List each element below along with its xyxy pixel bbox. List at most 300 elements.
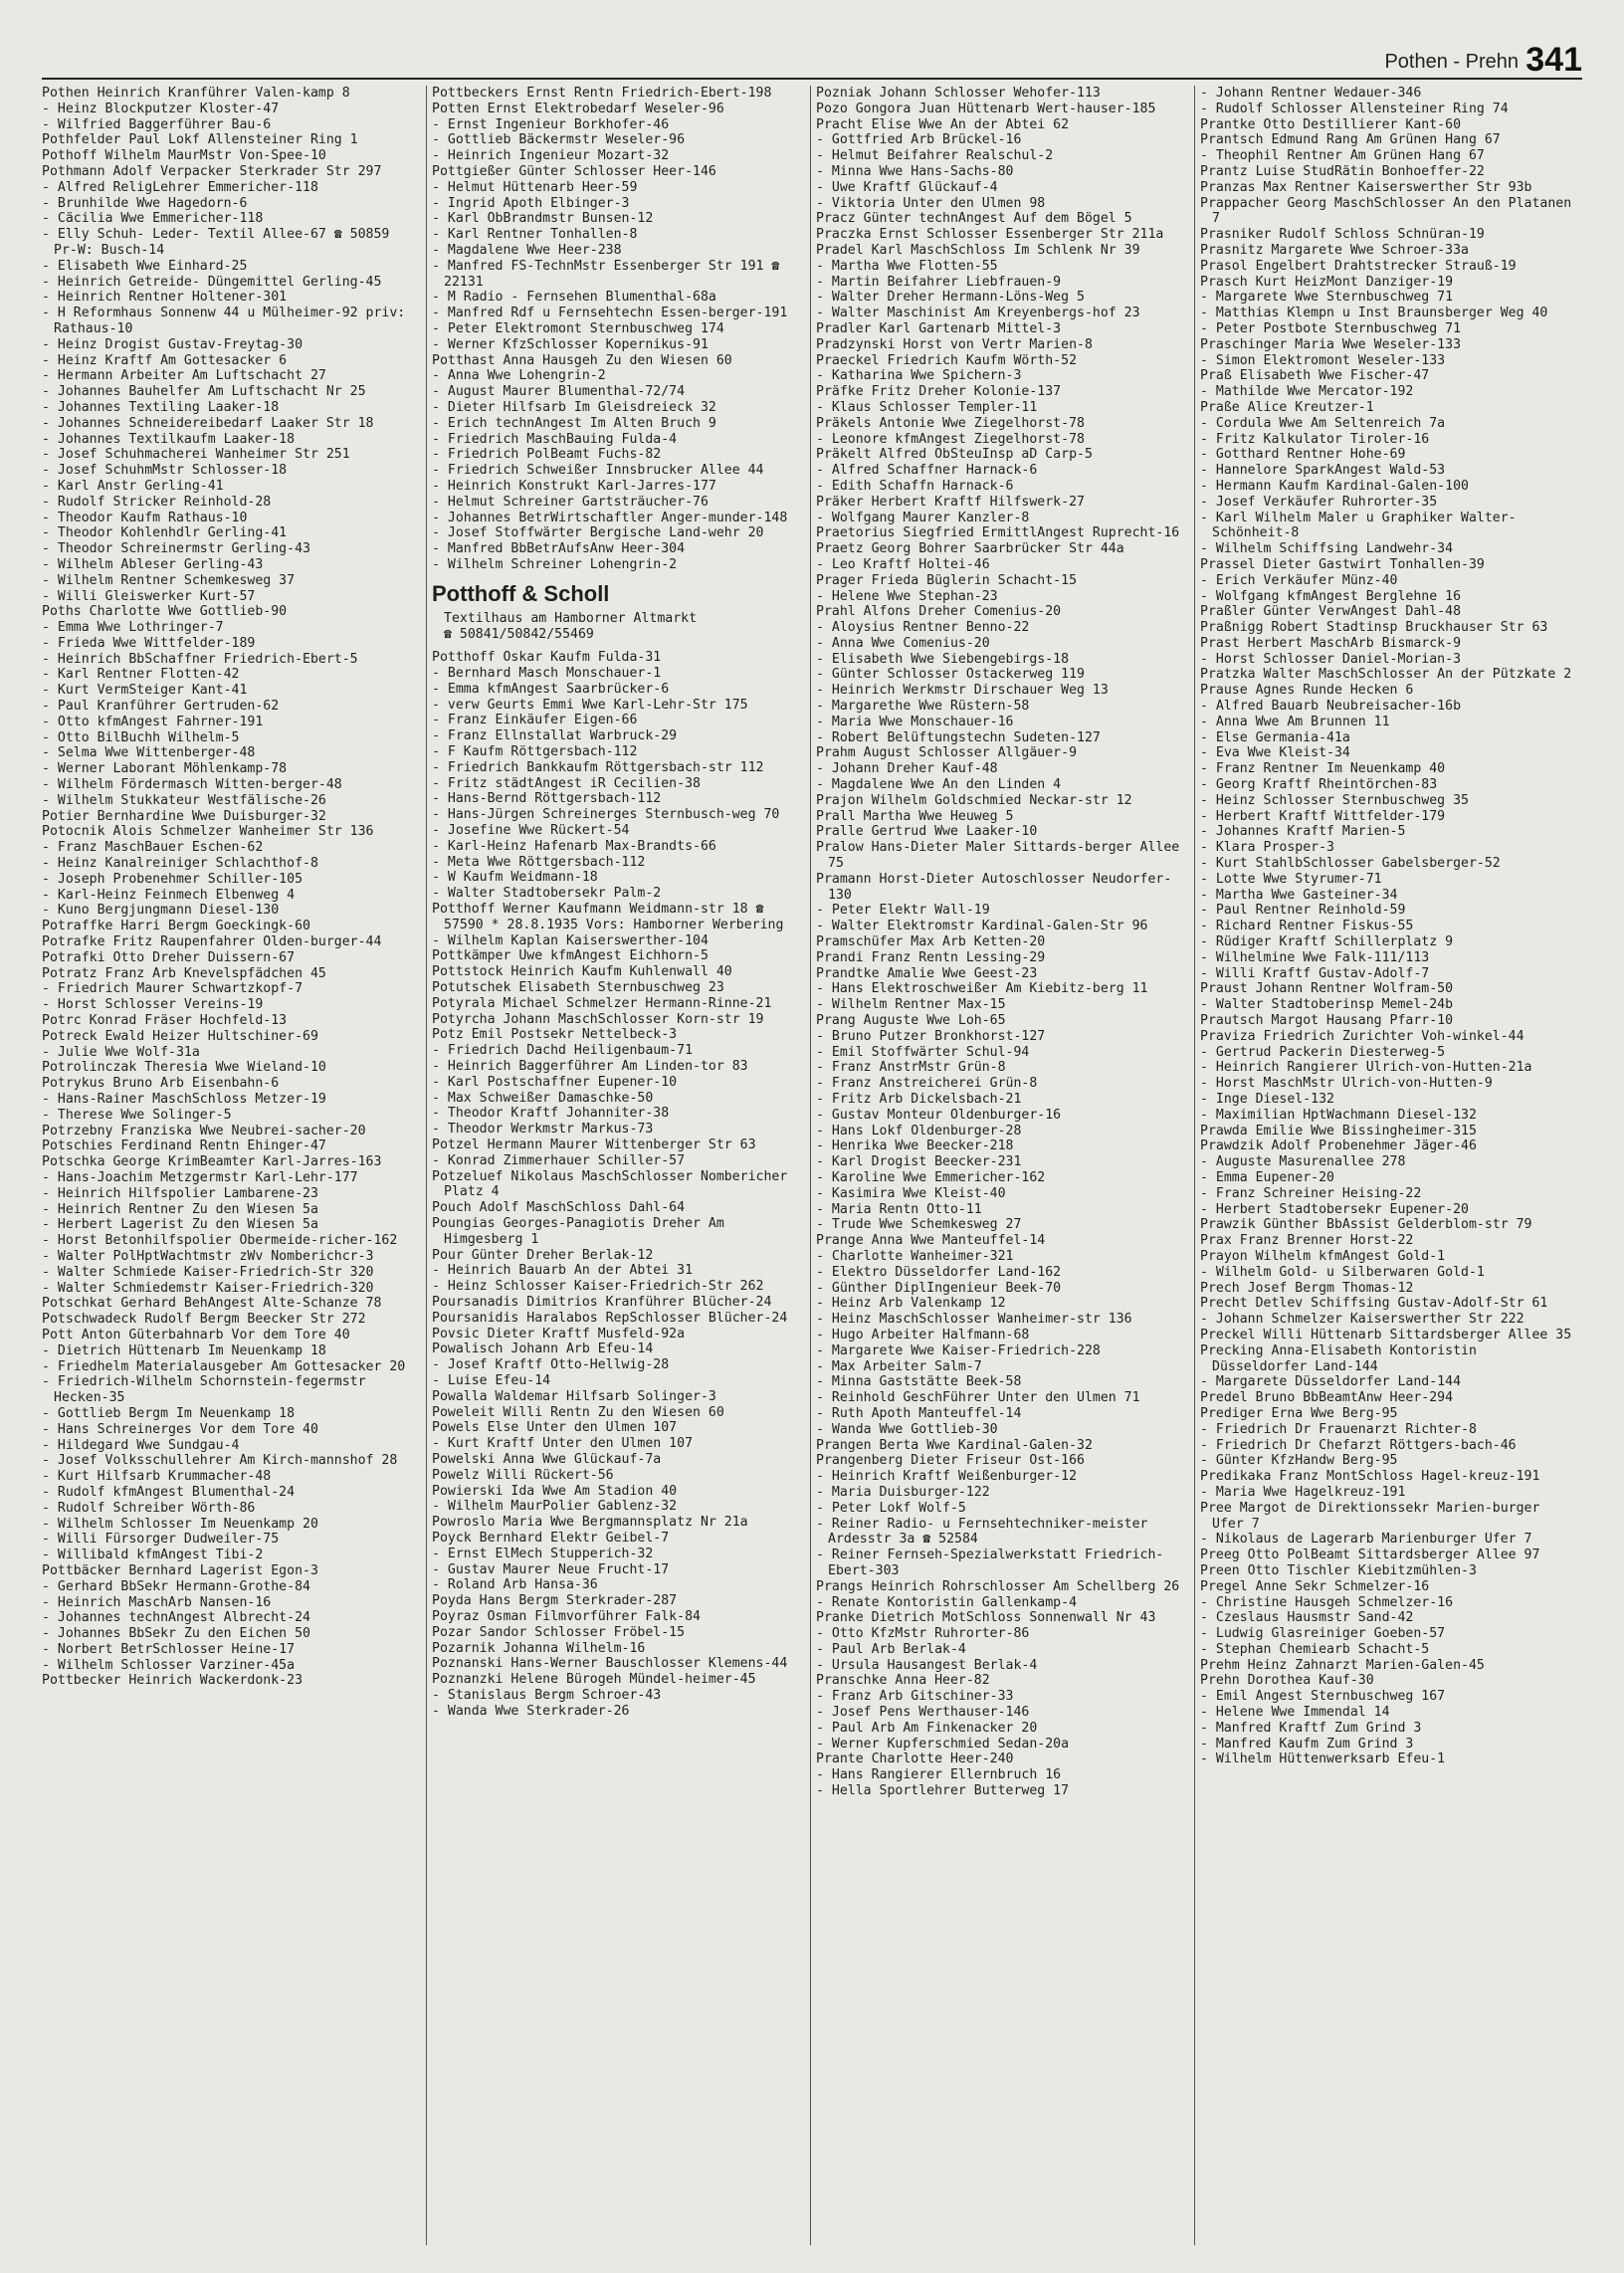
directory-entry: - Manfred Kaufm Zum Grind 3	[1200, 1736, 1414, 1752]
directory-entry: - Karl Drogist Beecker-231	[816, 1154, 1022, 1170]
directory-entry: Praße Alice Kreutzer-1	[1200, 399, 1374, 415]
directory-entry: Prappacher Georg MaschSchlosser An den Platanen 7	[1200, 195, 1572, 227]
directory-entry: Pozarnik Johanna Wilhelm-16	[432, 1640, 646, 1656]
directory-entry: Prangen Berta Wwe Kardinal-Galen-32	[816, 1437, 1093, 1453]
directory-entry: - Martha Wwe Flotten-55	[816, 258, 998, 274]
directory-entry: - Aloysius Rentner Benno-22	[816, 620, 1030, 636]
directory-entry: Potrzebny Franziska Wwe Neubrei-sacher-20	[42, 1123, 366, 1138]
business-listing-line: ☎ 50841/50842/55469	[444, 626, 594, 642]
directory-entry: - Josefine Wwe Rückert-54	[432, 823, 630, 839]
directory-entry: - Heinrich Rangierer Ulrich-von-Hutten-21a	[1200, 1060, 1532, 1076]
directory-entry: - Lotte Wwe Styrumer-71	[1200, 871, 1382, 887]
directory-entry: - Trude Wwe Schemkesweg 27	[816, 1217, 1022, 1233]
directory-entry: - Walter Elektromstr Kardinal-Galen-Str 96	[816, 919, 1148, 934]
directory-entry: - Horst Betonhilfspolier Obermeide-richer-162	[42, 1233, 398, 1249]
directory-entry: - Czeslaus Hausmstr Sand-42	[1200, 1610, 1414, 1626]
directory-entry: - Kasimira Wwe Kleist-40	[816, 1185, 1006, 1201]
directory-entry: - Wolfgang kfmAngest Berglehne 16	[1200, 588, 1462, 604]
directory-entry: - Mathilde Wwe Mercator-192	[1200, 384, 1414, 400]
column-divider	[426, 86, 427, 2245]
directory-entry: - Alfred Bauarb Neubreisacher-16b	[1200, 699, 1462, 715]
directory-entry: Powels Else Unter den Ulmen 107	[432, 1420, 678, 1436]
directory-entry: - Heinrich Baggerführer Am Linden-tor 83	[432, 1059, 748, 1075]
directory-entry: - Renate Kontoristin Gallenkamp-4	[816, 1594, 1078, 1610]
directory-entry: Potier Bernhardine Wwe Duisburger-32	[42, 808, 326, 824]
directory-entry: - Willibald kfmAngest Tibi-2	[42, 1548, 264, 1563]
directory-entry: - Leonore kfmAngest Ziegelhorst-78	[816, 431, 1085, 447]
directory-entry: Powalisch Johann Arb Efeu-14	[432, 1342, 654, 1357]
directory-entry: - Reiner Fernseh-Spezialwerkstatt Friedrich-Ebert-303	[816, 1548, 1164, 1578]
directory-entry: - Therese Wwe Solinger-5	[42, 1107, 232, 1123]
directory-entry: - Wilhelm Fördermasch Witten-berger-48	[42, 777, 342, 793]
directory-entry: Povsic Dieter Kraftf Musfeld-92a	[432, 1326, 686, 1342]
directory-entry: - Hans Schreinerges Vor dem Tore 40	[42, 1421, 318, 1437]
directory-entry: - Hermann Arbeiter Am Luftschacht 27	[42, 368, 326, 384]
directory-entry: - Heinrich MaschArb Nansen-16	[42, 1594, 272, 1610]
directory-entry: - Hans Lokf Oldenburger-28	[816, 1123, 1022, 1138]
directory-entry: - Ursula Hausangest Berlak-4	[816, 1657, 1038, 1673]
directory-entry: - Anna Wwe Comenius-20	[816, 635, 990, 651]
directory-entry: Prandtke Amalie Wwe Geest-23	[816, 965, 1038, 981]
directory-entry: - Kurt Hilfsarb Krummacher-48	[42, 1469, 272, 1485]
directory-entry: - Heinrich Ingenieur Mozart-32	[432, 148, 670, 164]
directory-entry: Potschkat Gerhard BehAngest Alte-Schanze 78	[42, 1296, 382, 1312]
directory-entry: - Alfred ReligLehrer Emmericher-118	[42, 179, 318, 195]
directory-entry: - Wanda Wwe Sterkrader-26	[432, 1703, 630, 1719]
column-3	[816, 86, 1188, 2255]
directory-entry: Pralow Hans-Dieter Maler Sittards-berger Allee 75	[816, 840, 1180, 872]
directory-entry: Potzeluef Nikolaus MaschSchlosser Nombericher Platz 4	[432, 1168, 788, 1200]
directory-entry: Praßler Günter VerwAngest Dahl-48	[1200, 604, 1462, 620]
directory-entry: - Johann Schmelzer Kaiserswerther Str 222	[1200, 1312, 1524, 1328]
directory-entry: Praviza Friedrich Zurichter Voh-winkel-44	[1200, 1028, 1524, 1044]
directory-entry: - Theodor Kaufm Rathaus-10	[42, 510, 248, 525]
directory-entry: - Selma Wwe Wittenberger-48	[42, 745, 256, 761]
directory-entry: - H Reformhaus Sonnenw 44 u Mülheimer-92 priv: Rathaus-10	[42, 306, 406, 336]
directory-entry: Pottgießer Günter Schlosser Heer-146	[432, 163, 716, 179]
directory-entry: Prautsch Margot Hausang Pfarr-10	[1200, 1013, 1454, 1029]
directory-entry: - Roland Arb Hansa-36	[432, 1577, 598, 1593]
directory-entry: Potratz Franz Arb Knevelspfädchen 45	[42, 965, 326, 981]
directory-entry: - Elly Schuh- Leder- Textil Allee-67 ☎ 50859 Pr-W: Busch-14	[42, 227, 390, 258]
directory-entry: - Willi Kraftf Gustav-Adolf-7	[1200, 965, 1430, 981]
directory-entry: - Johannes Schneidereibedarf Laaker Str 18	[42, 415, 374, 431]
directory-entry: - Uwe Kraftf Glückauf-4	[816, 179, 998, 195]
directory-entry: - Horst MaschMstr Ulrich-von-Hutten-9	[1200, 1076, 1493, 1092]
directory-entry: - Meta Wwe Röttgersbach-112	[432, 854, 646, 870]
directory-entry: Poznanzki Helene Bürogeh Mündel-heimer-45	[432, 1672, 756, 1688]
directory-entry: - Heinrich Kraftf Weißenburger-12	[816, 1469, 1078, 1485]
directory-entry: Potthoff Oskar Kaufm Fulda-31	[432, 650, 662, 666]
directory-entry: Potutschek Elisabeth Sternbuschweg 23	[432, 980, 724, 996]
directory-entry: Praßnigg Robert Stadtinsp Bruckhauser Str 63	[1200, 620, 1548, 636]
directory-entry: - Wilhelm Schlosser Im Neuenkamp 20	[42, 1516, 318, 1532]
directory-entry: - Friedrich Dr Frauenarzt Richter-8	[1200, 1421, 1477, 1437]
directory-entry: - Kurt VermSteiger Kant-41	[42, 683, 248, 699]
directory-entry: - Katharina Wwe Spichern-3	[816, 368, 1022, 384]
directory-entry: - Franz Arb Gitschiner-33	[816, 1689, 1014, 1705]
directory-entry: - Heinz Drogist Gustav-Freytag-30	[42, 336, 304, 352]
directory-entry: - Wilhelmine Wwe Falk-111/113	[1200, 949, 1430, 965]
directory-entry: - W Kaufm Weidmann-18	[432, 870, 598, 886]
directory-entry: - Hildegard Wwe Sundgau-4	[42, 1437, 240, 1453]
directory-entry: - Josef Kraftf Otto-Hellwig-28	[432, 1357, 670, 1373]
directory-entry: - Magdalene Wwe An den Linden 4	[816, 777, 1062, 793]
directory-entry: - Paul Rentner Reinhold-59	[1200, 903, 1406, 919]
directory-entry: - Friedrich Dr Chefarzt Röttgers-bach-46	[1200, 1437, 1517, 1453]
directory-entry: - Frieda Wwe Wittfelder-189	[42, 635, 256, 651]
directory-entry: - Maria Wwe Hagelkreuz-191	[1200, 1484, 1406, 1500]
spacer	[432, 642, 804, 650]
directory-entry: - Paul Kranführer Gertruden-62	[42, 699, 280, 715]
directory-entry: - Gottlieb Bäckermstr Weseler-96	[432, 132, 686, 148]
directory-entry: Pott Anton Güterbahnarb Vor dem Tore 40	[42, 1327, 350, 1343]
directory-entry: - Heinrich Hilfspolier Lambarene-23	[42, 1185, 318, 1201]
directory-entry: Prast Herbert MaschArb Bismarck-9	[1200, 635, 1462, 651]
directory-entry: - Inge Diesel-132	[1200, 1092, 1334, 1107]
directory-entry: Pottbecker Heinrich Wackerdonk-23	[42, 1673, 304, 1689]
directory-entry: - Margarete Wwe Kaiser-Friedrich-228	[816, 1343, 1101, 1358]
directory-entry: - Josef SchuhmMstr Schlosser-18	[42, 463, 288, 479]
directory-entry: - Hans-Bernd Röttgersbach-112	[432, 791, 662, 807]
directory-entry: - Auguste Masurenallee 278	[1200, 1154, 1406, 1170]
directory-entry: - Richard Rentner Fiskus-55	[1200, 919, 1414, 934]
directory-entry: - Peter Postbote Sternbuschweg 71	[1200, 320, 1462, 336]
directory-entry: Pozar Sandor Schlosser Fröbel-15	[432, 1624, 686, 1640]
directory-entry: - Bernhard Masch Monschauer-1	[432, 666, 662, 682]
directory-entry: - Johannes Bauhelfer Am Luftschacht Nr 25	[42, 384, 366, 400]
directory-entry: - Maria Rentn Otto-11	[816, 1201, 982, 1217]
directory-entry: - Heinrich Rentner Holtener-301	[42, 290, 288, 306]
directory-entry: - Walter Schmiedemstr Kaiser-Friedrich-320	[42, 1280, 374, 1296]
directory-entry: Pree Margot de Direktionssekr Marien-burger Ufer 7	[1200, 1500, 1540, 1532]
directory-entry: - Ruth Apoth Manteuffel-14	[816, 1405, 1022, 1421]
directory-entry: Pothmann Adolf Verpacker Sterkrader Str 297	[42, 163, 382, 179]
directory-entry: - Erich Verkäufer Münz-40	[1200, 572, 1398, 588]
directory-entry: - Karl Postschaffner Eupener-10	[432, 1074, 678, 1090]
directory-entry: - Erich technAngest Im Alten Bruch 9	[432, 415, 716, 431]
directory-entry: Potrc Konrad Fräser Hochfeld-13	[42, 1013, 288, 1029]
directory-entry: - Gottfried Arb Brückel-16	[816, 132, 1022, 148]
directory-entry: - Maria Wwe Monschauer-16	[816, 714, 1014, 729]
directory-entry: - Alfred Schaffner Harnack-6	[816, 463, 1038, 479]
directory-entry: Preckel Willi Hüttenarb Sittardsberger Allee 35	[1200, 1327, 1572, 1343]
directory-entry: - Theodor Schreinermstr Gerling-43	[42, 541, 310, 557]
directory-entry: - Rudolf Schreiber Wörth-86	[42, 1500, 256, 1516]
directory-entry: - Wilhelm Kaplan Kaiserswerther-104	[432, 932, 709, 948]
directory-entry: - Franz Einkäufer Eigen-66	[432, 713, 638, 728]
directory-entry: - Theodor Werkmstr Markus-73	[432, 1122, 654, 1137]
directory-entry: - Heinz Blockputzer Kloster-47	[42, 101, 280, 116]
directory-entry: Potthast Anna Hausgeh Zu den Wiesen 60	[432, 352, 732, 368]
directory-entry: - Friedrich Bankkaufm Röttgersbach-str 112	[432, 759, 764, 775]
directory-entry: - Friedrich-Wilhelm Schornstein-fegermstr Hecken-35	[42, 1374, 366, 1406]
directory-entry: Präfke Fritz Dreher Kolonie-137	[816, 384, 1062, 400]
directory-entry: - Günter Schlosser Ostackerweg 119	[816, 667, 1085, 683]
directory-entry: Pozo Gongora Juan Hüttenarb Wert-hauser-185	[816, 101, 1156, 116]
directory-entry: - Otto kfmAngest Fahrner-191	[42, 714, 264, 729]
directory-entry: - Viktoria Unter den Ulmen 98	[816, 195, 1046, 211]
directory-entry: - Johannes technAngest Albrecht-24	[42, 1610, 310, 1626]
directory-entry: - Karl Rentner Flotten-42	[42, 667, 240, 683]
directory-entry: - Heinrich Werkmstr Dirschauer Weg 13	[816, 683, 1109, 699]
directory-entry: - Maximilian HptWachmann Diesel-132	[1200, 1107, 1477, 1123]
directory-entry: - Wilhelm Gold- u Silberwaren Gold-1	[1200, 1264, 1485, 1280]
directory-entry: - Wanda Wwe Gottlieb-30	[816, 1421, 998, 1437]
directory-entry: - Hans Elektroschweißer Am Kiebitz-berg 11	[816, 981, 1148, 997]
directory-entry: - Matthias Klempn u Inst Braunsberger Weg 40	[1200, 306, 1548, 321]
directory-entry: - Werner Kupferschmied Sedan-20a	[816, 1736, 1070, 1752]
directory-entry: - Dieter Hilfsarb Im Gleisdreieck 32	[432, 399, 716, 415]
directory-entry: Poznanski Hans-Werner Bauschlosser Klemens-44	[432, 1656, 788, 1672]
directory-entry: Prange Anna Wwe Manteuffel-14	[816, 1233, 1046, 1249]
directory-entry: Pothoff Wilhelm MaurMstr Von-Spee-10	[42, 148, 326, 164]
directory-entry: Prasch Kurt HeizMont Danziger-19	[1200, 274, 1454, 290]
directory-entry: - Josef Schuhmacherei Wanheimer Str 251	[42, 447, 350, 463]
directory-entry: - Josef Stoffwärter Bergische Land-wehr 20	[432, 525, 764, 541]
directory-entry: - Gustav Monteur Oldenburger-16	[816, 1107, 1062, 1123]
directory-entry: Prahm August Schlosser Allgäuer-9	[816, 745, 1078, 761]
directory-entry: - verw Geurts Emmi Wwe Karl-Lehr-Str 175	[432, 697, 748, 713]
directory-entry: - Wilhelm Schiffsing Landwehr-34	[1200, 541, 1454, 557]
directory-entry: Prediger Erna Wwe Berg-95	[1200, 1405, 1398, 1421]
directory-entry: - Klara Prosper-3	[1200, 840, 1334, 856]
directory-entry: - Margarete Düsseldorfer Land-144	[1200, 1374, 1462, 1390]
directory-entry: - Franz Anstreicherei Grün-8	[816, 1076, 1038, 1092]
directory-entry: - Karl Wilhelm Maler u Graphiker Walter-Schönheit-8	[1200, 510, 1517, 541]
directory-entry: - Gertrud Packerin Diesterweg-5	[1200, 1044, 1446, 1060]
directory-entry: - Gotthard Rentner Hohe-69	[1200, 447, 1406, 463]
directory-entry: - Eva Wwe Kleist-34	[1200, 745, 1350, 761]
directory-entry: Pozniak Johann Schlosser Wehofer-113	[816, 86, 1101, 101]
directory-entry: - Max Arbeiter Salm-7	[816, 1358, 982, 1374]
directory-entry: Potthoff Werner Kaufmann Weidmann-str 18 ☎ 57590 * 28.8.1935 Vors: Hamborner Werbering	[432, 902, 784, 932]
directory-entry: - Rüdiger Kraftf Schillerplatz 9	[1200, 934, 1454, 950]
directory-entry: - Heinz Kraftf Am Gottesacker 6	[42, 352, 288, 368]
directory-entry: - Hans Rangierer Ellernbruch 16	[816, 1767, 1062, 1783]
directory-entry: Potrolinczak Theresia Wwe Wieland-10	[42, 1060, 326, 1076]
directory-entry: - Kuno Bergjungmann Diesel-130	[42, 903, 280, 919]
directory-entry: - Christine Hausgeh Schmelzer-16	[1200, 1594, 1454, 1610]
directory-entry: - Georg Kraftf Rheintörchen-83	[1200, 777, 1438, 793]
directory-entry: Precht Detlev Schiffsing Gustav-Adolf-Str 61	[1200, 1296, 1548, 1312]
directory-entry: - Hella Sportlehrer Butterweg 17	[816, 1783, 1070, 1799]
directory-columns	[42, 86, 1582, 2255]
directory-entry: Poyck Bernhard Elektr Geibel-7	[432, 1530, 670, 1546]
directory-entry: - Franz Ellnstallat Warbruck-29	[432, 728, 678, 744]
directory-entry: Poursanadis Dimitrios Kranführer Blücher-24	[432, 1294, 772, 1310]
directory-entry: Prawdzik Adolf Probenehmer Jäger-46	[1200, 1138, 1477, 1154]
directory-entry: - Werner KfzSchlosser Kopernikus-91	[432, 336, 709, 352]
directory-entry: - Peter Elektr Wall-19	[816, 903, 990, 919]
directory-entry: - Heinz Schlosser Kaiser-Friedrich-Str 262	[432, 1279, 764, 1295]
directory-entry: - Willi Gleiswerker Kurt-57	[42, 588, 256, 604]
directory-entry: - Reiner Radio- u Fernsehtechniker-meister Ardesstr 3a ☎ 52584	[816, 1516, 1148, 1548]
directory-entry: - Elisabeth Wwe Einhard-25	[42, 258, 248, 274]
directory-entry: Prayon Wilhelm kfmAngest Gold-1	[1200, 1248, 1446, 1264]
directory-entry: Pranke Dietrich MotSchloss Sonnenwall Nr 43	[816, 1610, 1156, 1626]
directory-entry: Poyraz Osman Filmvorführer Falk-84	[432, 1608, 701, 1624]
directory-entry: - Wilfried Baggerführer Bau-6	[42, 116, 272, 132]
directory-entry: Potschka George KrimBeamter Karl-Jarres-163	[42, 1154, 382, 1170]
directory-entry: - Johannes Textiling Laaker-18	[42, 399, 280, 415]
directory-entry: - Klaus Schlosser Templer-11	[816, 399, 1038, 415]
directory-entry: - Rudolf Stricker Reinhold-28	[42, 494, 272, 510]
directory-entry: - Emma Eupener-20	[1200, 1169, 1334, 1185]
directory-entry: - Minna Gaststätte Beek-58	[816, 1374, 1022, 1390]
directory-entry: Pour Günter Dreher Berlak-12	[432, 1247, 654, 1263]
business-listing-line: Textilhaus am Hamborner Altmarkt	[444, 610, 698, 626]
directory-entry: - Simon Elektromont Weseler-133	[1200, 352, 1446, 368]
directory-entry: - Wilhelm Stukkateur Westfälische-26	[42, 792, 326, 808]
directory-entry: - Heinrich BbSchaffner Friedrich-Ebert-5	[42, 651, 358, 667]
directory-entry: - Herbert Lagerist Zu den Wiesen 5a	[42, 1217, 318, 1233]
directory-entry: - Franz Rentner Im Neuenkamp 40	[1200, 761, 1446, 777]
column-2	[432, 86, 804, 2255]
directory-entry: - Franz Schreiner Heising-22	[1200, 1185, 1422, 1201]
directory-entry: Praeckel Friedrich Kaufm Wörth-52	[816, 352, 1078, 368]
directory-entry: - Dietrich Hüttenarb Im Neuenkamp 18	[42, 1343, 326, 1358]
directory-entry: - Otto BilBuchh Wilhelm-5	[42, 729, 240, 745]
directory-entry: - Ernst ElMech Stupperich-32	[432, 1546, 654, 1561]
directory-entry: Predikaka Franz MontSchloss Hagel-kreuz-191	[1200, 1469, 1540, 1485]
directory-entry: - Friedrich MaschBauing Fulda-4	[432, 431, 678, 447]
directory-entry: - Günter KfzHandw Berg-95	[1200, 1453, 1398, 1469]
directory-entry: - Hans-Joachim Metzgermstr Karl-Lehr-177	[42, 1169, 358, 1185]
directory-entry: Praetz Georg Bohrer Saarbrücker Str 44a	[816, 541, 1124, 557]
directory-entry: - Henrika Wwe Beecker-218	[816, 1138, 1014, 1154]
directory-entry: Preeg Otto PolBeamt Sittardsberger Allee 97	[1200, 1548, 1540, 1563]
directory-entry: - Julie Wwe Wolf-31a	[42, 1044, 200, 1060]
directory-entry: - Johannes Textilkaufm Laaker-18	[42, 431, 296, 447]
directory-entry: Praczka Ernst Schlosser Essenberger Str 211a	[816, 227, 1164, 243]
directory-entry: Pottstock Heinrich Kaufm Kuhlenwall 40	[432, 964, 732, 980]
directory-entry: - Walter Stadtobersekr Palm-2	[432, 886, 662, 902]
directory-entry: - Walter Maschinist Am Kreyenbergs-hof 23	[816, 306, 1140, 321]
directory-entry: Pottbeckers Ernst Rentn Friedrich-Ebert-198	[432, 86, 772, 101]
directory-entry: Preen Otto Tischler Kiebitzmühlen-3	[1200, 1562, 1477, 1578]
directory-entry: Pothfelder Paul Lokf Allensteiner Ring 1	[42, 132, 358, 148]
directory-entry: Potraffke Harri Bergm Goeckingk-60	[42, 919, 310, 934]
directory-entry: - Emil Stoffwärter Schul-94	[816, 1044, 1030, 1060]
directory-entry: - Karoline Wwe Emmericher-162	[816, 1169, 1046, 1185]
directory-entry: Potschwadeck Rudolf Bergm Beecker Str 272	[42, 1312, 366, 1328]
directory-entry: Pregel Anne Sekr Schmelzer-16	[1200, 1578, 1430, 1594]
directory-entry: - Johannes BbSekr Zu den Eichen 50	[42, 1626, 310, 1642]
directory-entry: - Franz MaschBauer Eschen-62	[42, 840, 264, 856]
directory-entry: - Kurt StahlbSchlosser Gabelsberger-52	[1200, 856, 1501, 872]
directory-entry: - Karl Rentner Tonhallen-8	[432, 227, 638, 243]
directory-entry: Potrykus Bruno Arb Eisenbahn-6	[42, 1076, 280, 1092]
directory-entry: Prause Agnes Runde Hecken 6	[1200, 683, 1414, 699]
directory-entry: - Rudolf kfmAngest Blumenthal-24	[42, 1484, 296, 1500]
directory-entry: Potocnik Alois Schmelzer Wanheimer Str 136	[42, 824, 374, 840]
directory-entry: - Paul Arb Am Finkenacker 20	[816, 1720, 1038, 1736]
directory-entry: Potrafki Otto Dreher Duissern-67	[42, 949, 296, 965]
directory-entry: Praschinger Maria Wwe Weseler-133	[1200, 336, 1462, 352]
directory-entry: - Margarethe Wwe Rüstern-58	[816, 699, 1030, 715]
directory-entry: - Otto KfzMstr Ruhrorter-86	[816, 1626, 1030, 1642]
directory-entry: - Josef Verkäufer Ruhrorter-35	[1200, 494, 1438, 510]
directory-entry: Poths Charlotte Wwe Gottlieb-90	[42, 604, 288, 620]
page-range: Pothen - Prehn	[1384, 51, 1519, 73]
directory-entry: Präkels Antonie Wwe Ziegelhorst-78	[816, 415, 1085, 431]
directory-entry: - Horst Schlosser Vereins-19	[42, 997, 264, 1013]
directory-entry: Prandi Franz Rentn Lessing-29	[816, 949, 1046, 965]
directory-entry: - Paul Arb Berlak-4	[816, 1641, 966, 1657]
directory-entry: Poungias Georges-Panagiotis Dreher Am Himgesberg 1	[432, 1215, 724, 1247]
directory-entry: - Wilhelm Rentner Max-15	[816, 997, 1006, 1013]
directory-entry: Prangenberg Dieter Friseur Ost-166	[816, 1453, 1085, 1469]
directory-entry: - Rudolf Schlosser Allensteiner Ring 74	[1200, 101, 1509, 116]
directory-entry: - Friedrich Dachd Heiligenbaum-71	[432, 1043, 694, 1059]
directory-entry: - Ludwig Glasreiniger Goeben-57	[1200, 1626, 1446, 1642]
directory-entry: Poursanidis Haralabos RepSchlosser Blücher-24	[432, 1310, 788, 1326]
directory-entry: - Wilhelm MaurPolier Gablenz-32	[432, 1499, 678, 1515]
directory-entry: - Fritz Kalkulator Tiroler-16	[1200, 431, 1430, 447]
page-number: 341	[1525, 41, 1582, 79]
directory-entry: - Maria Duisburger-122	[816, 1484, 990, 1500]
directory-entry: Powelz Willi Rückert-56	[432, 1467, 614, 1483]
directory-entry: Prawda Emilie Wwe Bissingheimer-315	[1200, 1123, 1477, 1138]
directory-entry: - Stanislaus Bergm Schroer-43	[432, 1687, 662, 1703]
directory-entry: Powelski Anna Wwe Glückauf-7a	[432, 1451, 662, 1467]
directory-entry: - Minna Wwe Hans-Sachs-80	[816, 163, 1014, 179]
directory-entry: Pothen Heinrich Kranführer Valen-kamp 8	[42, 86, 350, 101]
business-listing-title: Potthoff & Scholl	[432, 580, 610, 606]
directory-entry: - Hugo Arbeiter Halfmann-68	[816, 1327, 1030, 1343]
directory-entry: Prawzik Günther BbAssist Gelderblom-str 79	[1200, 1217, 1532, 1233]
directory-entry: Pramann Horst-Dieter Autoschlosser Neudorfer-130	[816, 871, 1172, 903]
directory-entry: - Cäcilia Wwe Emmericher-118	[42, 211, 264, 227]
directory-entry: - Friedrich Maurer Schwartzkopf-7	[42, 981, 304, 997]
directory-entry: Praß Elisabeth Wwe Fischer-47	[1200, 368, 1430, 384]
directory-entry: - Josef Pens Werthauser-146	[816, 1705, 1030, 1721]
directory-entry: - Luise Efeu-14	[432, 1372, 551, 1388]
directory-entry: Poyda Hans Bergm Sterkrader-287	[432, 1593, 678, 1609]
directory-entry: Prangs Heinrich Rohrschlosser Am Schellberg 26	[816, 1578, 1180, 1594]
directory-entry: - Heinrich Getreide- Düngemittel Gerling-45	[42, 274, 382, 290]
directory-entry: - Theodor Kohlenhdlr Gerling-41	[42, 525, 288, 541]
directory-entry: - Hannelore SparkAngest Wald-53	[1200, 463, 1446, 479]
directory-entry: - Reinhold GeschFührer Unter den Ulmen 71	[816, 1390, 1140, 1406]
column-1	[42, 86, 414, 2255]
directory-entry: - Robert Belüftungstechn Sudeten-127	[816, 729, 1101, 745]
directory-entry: - Hans-Jürgen Schreinerges Sternbusch-weg 70	[432, 807, 780, 823]
directory-entry: Prassel Dieter Gastwirt Tonhallen-39	[1200, 556, 1485, 572]
directory-entry: Potschies Ferdinand Rentn Ehinger-47	[42, 1138, 326, 1154]
directory-entry: - Wilhelm Rentner Schemkesweg 37	[42, 572, 296, 588]
directory-entry: - Walter Stadtoberinsp Memel-24b	[1200, 997, 1454, 1013]
directory-entry: Prech Josef Bergm Thomas-12	[1200, 1280, 1414, 1296]
directory-entry: - Edith Schaffn Harnack-6	[816, 478, 1014, 494]
directory-entry: - Heinz Arb Valenkamp 12	[816, 1296, 1006, 1312]
directory-entry: - Karl Anstr Gerling-41	[42, 478, 224, 494]
directory-entry: - Norbert BetrSchlosser Heine-17	[42, 1641, 296, 1657]
directory-entry: - Manfred Rdf u Fernsehtechn Essen-berger-191	[432, 306, 788, 321]
directory-entry: - Theophil Rentner Am Grünen Hang 67	[1200, 148, 1485, 164]
column-divider	[1194, 86, 1195, 2245]
directory-entry: - Helene Wwe Immendal 14	[1200, 1705, 1390, 1721]
directory-entry: - Friedhelm Materialausgeber Am Gottesacker 20	[42, 1358, 406, 1374]
directory-entry: Predel Bruno BbBeamtAnw Heer-294	[1200, 1390, 1454, 1406]
directory-entry: Pracht Elise Wwe An der Abtei 62	[816, 116, 1070, 132]
directory-entry: - August Maurer Blumenthal-72/74	[432, 384, 686, 400]
directory-entry: - Johannes Kraftf Marien-5	[1200, 824, 1406, 840]
directory-entry: Präker Herbert Kraftf Hilfswerk-27	[816, 494, 1085, 510]
page-header	[42, 34, 1582, 80]
directory-entry: Prante Charlotte Heer-240	[816, 1752, 1014, 1767]
